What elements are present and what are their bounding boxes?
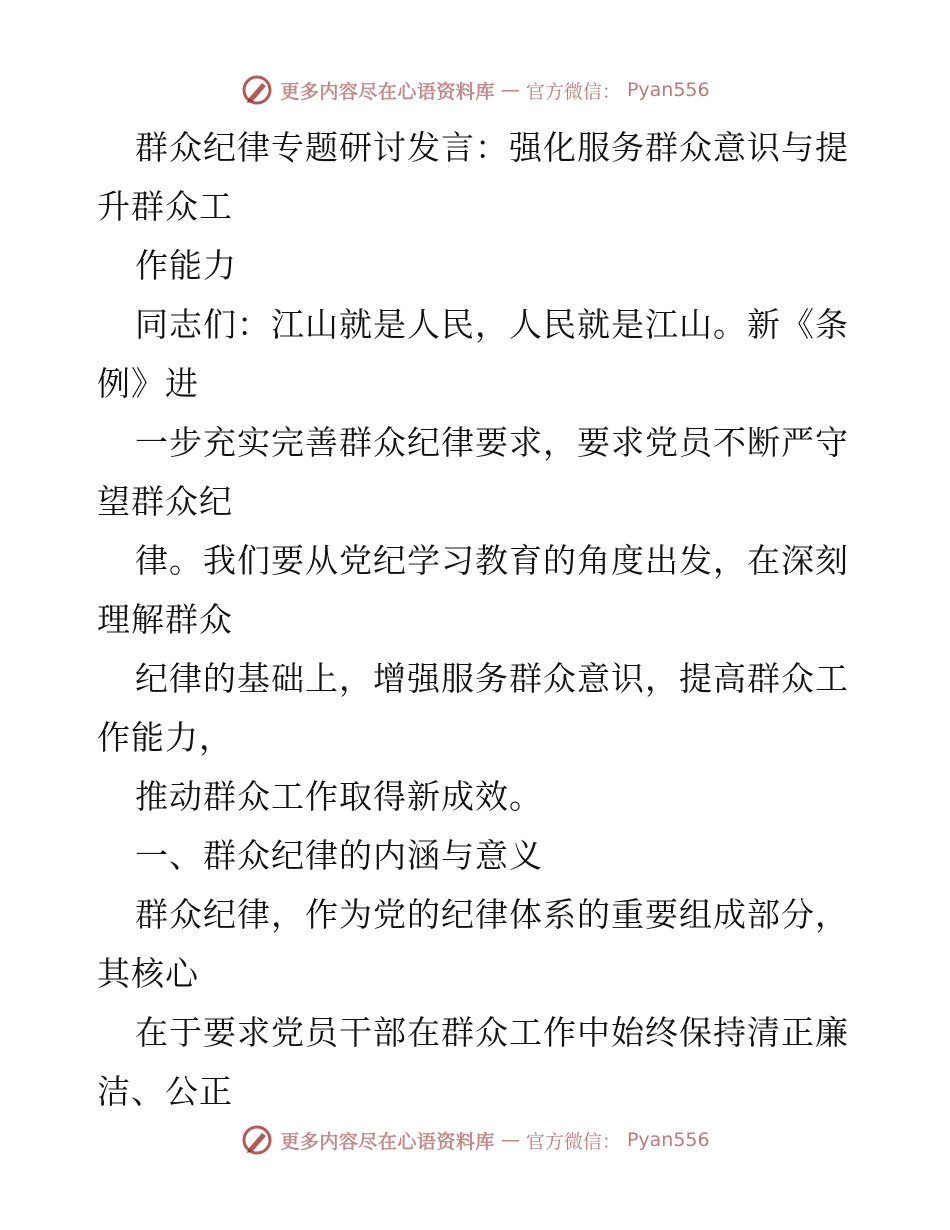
footer-banner [0, 1120, 950, 1160]
text-line: 律。我们要从党纪学习教育的角度出发，在深刻 [135, 541, 849, 580]
banner-main-text: 更多内容尽在心语资料库 [280, 1130, 495, 1153]
text-line: 作能力 [135, 246, 237, 285]
text-line: 望群众纪 [97, 482, 233, 521]
text-line: 一步充实完善群众纪律要求，要求党员不断严守 [135, 423, 849, 462]
text-line: 在于要求党员干部在群众工作中始终保持清正廉 [135, 1013, 849, 1052]
text-line: 一、群众纪律的内涵与意义 [135, 836, 543, 875]
banner-handle: Pyan556 [626, 1129, 710, 1151]
text-line: 理解群众 [97, 600, 233, 639]
text-line: 例》进 [97, 364, 199, 403]
banner-sub-text: 官方微信： [525, 1130, 621, 1153]
document-body [97, 118, 857, 1121]
pen-logo-icon [240, 73, 274, 107]
banner-handle: Pyan556 [626, 79, 710, 101]
text-line: 推动群众工作取得新成效。 [135, 777, 543, 816]
text-line: 作能力， [97, 718, 233, 757]
banner-main-text: 更多内容尽在心语资料库 [280, 80, 495, 103]
banner-separator: — [500, 1129, 520, 1151]
banner-sub-text: 官方微信： [525, 80, 621, 103]
text-line: 群众纪律专题研讨发言：强化服务群众意识与提 [135, 128, 849, 167]
text-line: 其核心 [97, 954, 199, 993]
text-line: 纪律的基础上，增强服务群众意识，提高群众工 [135, 659, 849, 698]
text-line: 群众纪律，作为党的纪律体系的重要组成部分， [135, 895, 849, 934]
pen-logo-icon [240, 1123, 274, 1157]
banner-separator: — [500, 79, 520, 101]
text-line: 升群众工 [97, 187, 233, 226]
text-line: 洁、公正 [97, 1072, 233, 1111]
text-line: 同志们：江山就是人民，人民就是江山。新《条 [135, 305, 849, 344]
header-banner [0, 70, 950, 110]
